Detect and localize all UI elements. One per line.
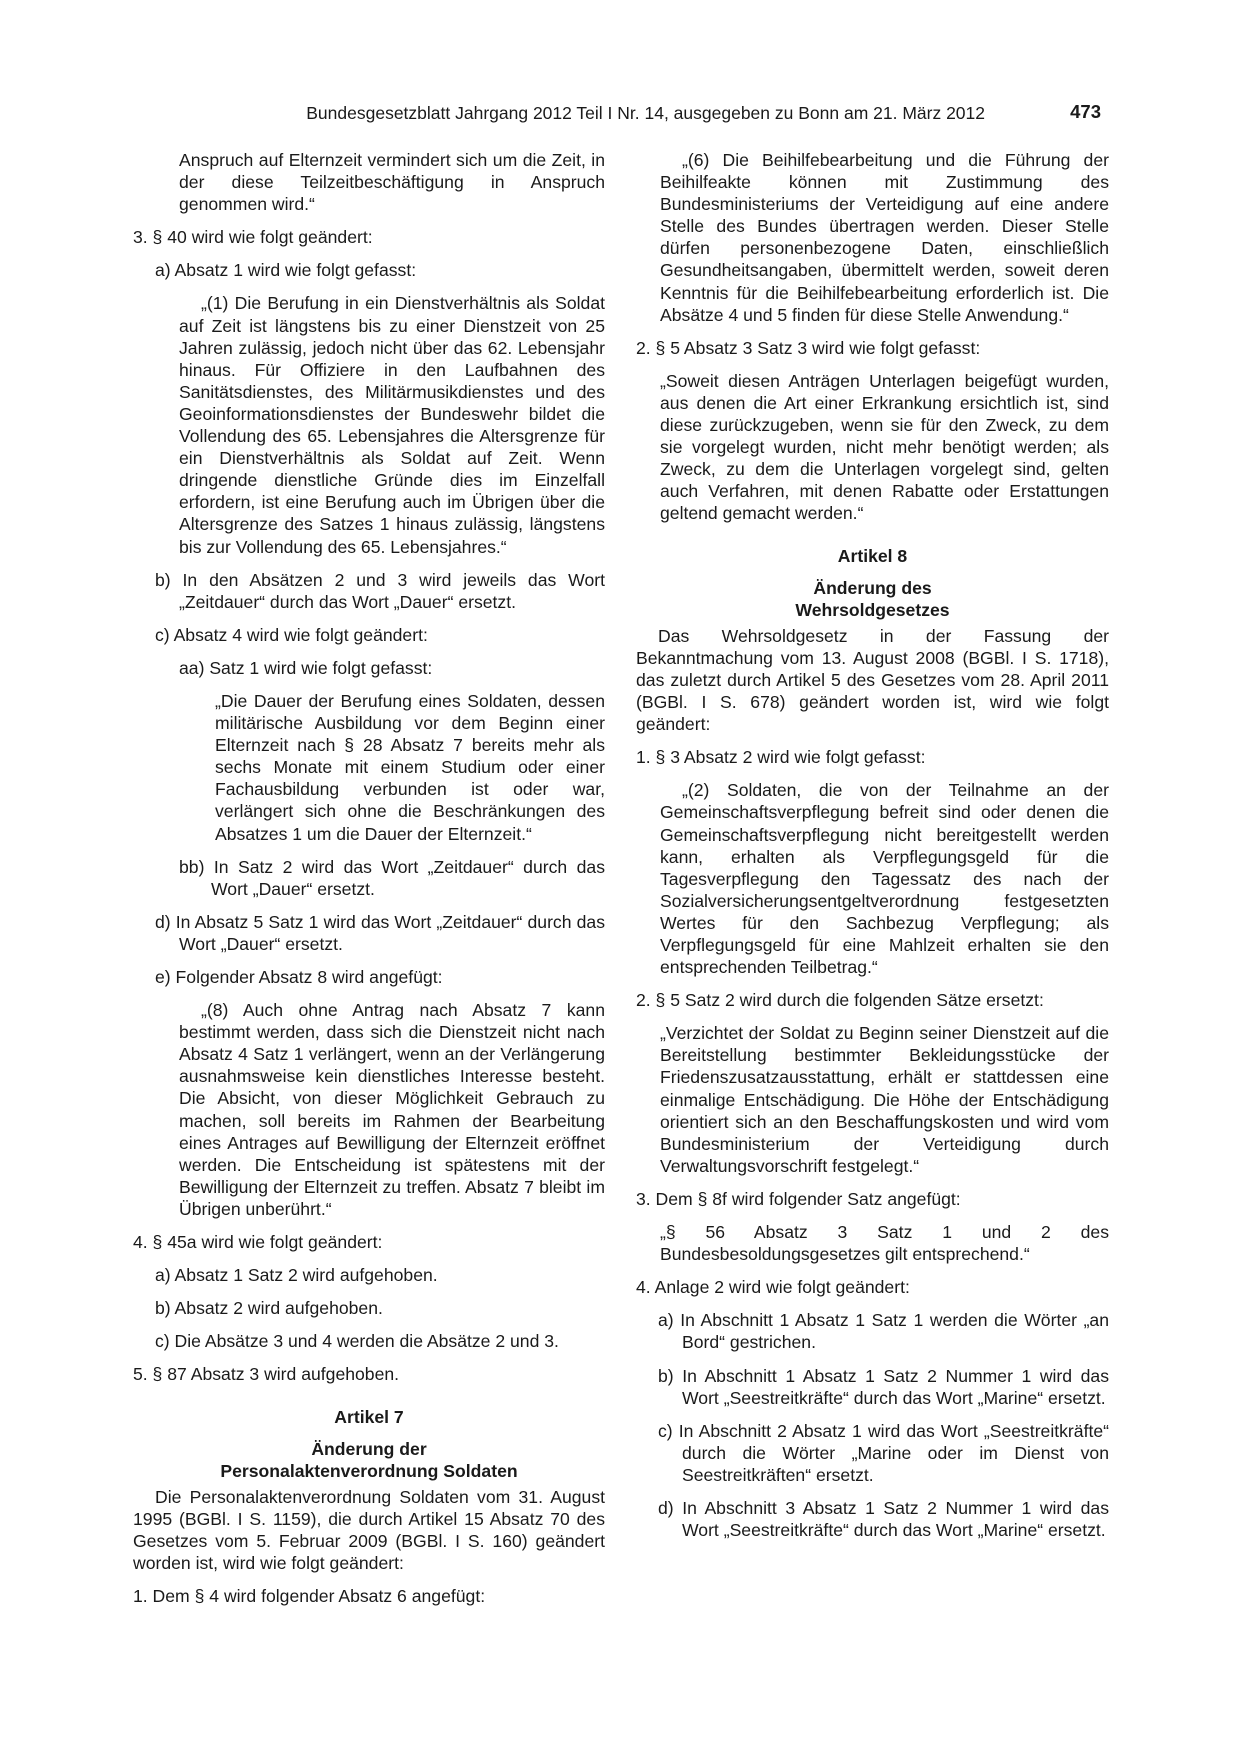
list-item: b) In Abschnitt 1 Absatz 1 Satz 2 Nummer 1 wird das Wort „Seestreitkräfte“ durch das Wort „Marine“ ersetzt. [658, 1365, 1109, 1408]
body-paragraph: Das Wehrsoldgesetz in der Fassung der Bekanntmachung vom 13. August 2008 (BGBl. I S. 1718), das zuletzt durch Artikel 5 des Gesetzes vom 28. April 2011 (BGBl. I S. 678) geändert worden ist, wird wie folgt geändert: [636, 625, 1109, 735]
list-item: 4. § 45a wird wie folgt geändert: [133, 1232, 383, 1253]
list-item: a) Absatz 1 Satz 2 wird aufgehoben. [155, 1265, 438, 1286]
article-title: Wehrsoldgesetzes [795, 599, 950, 620]
article-heading: Artikel 8 [837, 545, 908, 566]
body-paragraph: Die Personalaktenverordnung Soldaten vom 31. August 1995 (BGBl. I S. 1159), die durch Artikel 15 Absatz 70 des Gesetzes vom 5. Februar 2009 (BGBl. I S. 160) geändert worden ist, wird wie folgt geändert: [133, 1486, 605, 1574]
quoted-paragraph: „(8) Auch ohne Antrag nach Absatz 7 kann bestimmt werden, dass sich die Dienstzeit nicht nach Absatz 4 Satz 1 verlängert, wenn an der Verlängerung ausnahmsweise kein dienstliches Interesse besteht. Die Absicht, von dieser Möglichkeit Gebrauch zu machen, soll bereits im Rahmen der Bearbeitung eines Antrages auf Bewilligung der Elternzeit eröffnet werden. Die Entscheidung ist spätestens mit der Bewilligung der Elternzeit zu treffen. Absatz 7 bleibt im Übrigen unberührt.“ [179, 1000, 605, 1219]
gazette-header: Bundesgesetzblatt Jahrgang 2012 Teil I Nr. 14, ausgegeben zu Bonn am 21. März 2012 [306, 103, 985, 123]
list-item: 5. § 87 Absatz 3 wird aufgehoben. [133, 1364, 400, 1385]
quoted-paragraph: „§ 56 Absatz 3 Satz 1 und 2 des Bundesbesoldungsgesetzes gilt entsprechend.“ [660, 1222, 1109, 1265]
quoted-paragraph: „(2) Soldaten, die von der Teilnahme an der Gemeinschaftsverpflegung befreit sind oder denen die Gemeinschaftsverpflegung nicht bereitgestellt werden kann, erhalten als Verpflegungsgeld für die Tagesverpflegung den Tagessatz des nach der Sozialversicherungsentgeltverordnung festgesetzten Wertes für den Sachbezug Verpflegung; als Verpflegungsgeld für eine Mahlzeit erhalten sie den entsprechenden Teilbetrag.“ [660, 780, 1109, 978]
list-item: 4. Anlage 2 wird wie folgt geändert: [636, 1277, 910, 1298]
right-column [636, 149, 1109, 1552]
list-item: a) In Abschnitt 1 Absatz 1 Satz 1 werden die Wörter „an Bord“ gestrichen. [658, 1310, 1109, 1353]
quoted-paragraph: „(6) Die Beihilfebearbeitung und die Führung der Beihilfeakte können mit Zustimmung des Bundesministeriums der Verteidigung auf eine andere Stelle des Bundes übertragen werden. Dieser Stelle dürfen personenbezogene Daten, einschließlich Gesundheitsangaben, übermittelt werden, soweit deren Kenntnis für die Beihilfebearbeitung erforderlich ist. Die Absätze 4 und 5 finden für diese Stelle Anwendung.“ [660, 150, 1109, 325]
article-title: Änderung der [311, 1438, 427, 1459]
list-item: aa) Satz 1 wird wie folgt gefasst: [179, 657, 433, 678]
list-item: e) Folgender Absatz 8 wird angefügt: [155, 967, 443, 987]
list-item: 2. § 5 Absatz 3 Satz 3 wird wie folgt gefasst: [636, 337, 981, 358]
quoted-paragraph: „Die Dauer der Berufung eines Soldaten, dessen militärische Ausbildung vor dem Beginn einer Elternzeit nach § 28 Absatz 7 bereits mehr als sechs Monate mit einem Studium oder einer Fachausbildung verbunden ist oder war, verlängert sich ohne die Beschränkungen des Absatzes 1 um die Dauer der Elternzeit.“ [215, 690, 605, 844]
list-item: 2. § 5 Satz 2 wird durch die folgenden Sätze ersetzt: [636, 990, 1044, 1011]
list-item: b) In den Absätzen 2 und 3 wird jeweils das Wort „Zeitdauer“ durch das Wort „Dauer“ ersetzt. [155, 569, 605, 612]
article-heading: Artikel 7 [334, 1406, 404, 1427]
list-item: a) Absatz 1 wird wie folgt gefasst: [155, 260, 417, 281]
left-column [133, 149, 605, 1618]
page-number: 473 [1070, 101, 1101, 122]
article-title: Personalaktenverordnung Soldaten [220, 1460, 518, 1481]
list-item: 3. § 40 wird wie folgt geändert: [133, 227, 373, 248]
quoted-paragraph: Anspruch auf Elternzeit vermindert sich um die Zeit, in der diese Teilzeitbeschäftigung in Anspruch genommen wird.“ [179, 150, 605, 215]
quoted-paragraph: „Soweit diesen Anträgen Unterlagen beigefügt wurden, aus denen die Art einer Erkrankung ersichtlich ist, sind diese zurückzugeben, wenn sie für den Zweck, zu dem sie vorgelegt wurden, nicht mehr benötigt werden; als Zweck, zu dem die Unterlagen vorgelegt sind, gelten auch Verfahren, mit denen Rabatte oder Erstattungen geltend gemacht werden.“ [660, 370, 1109, 524]
list-item: c) Absatz 4 wird wie folgt geändert: [155, 624, 428, 645]
quoted-paragraph: „Verzichtet der Soldat zu Beginn seiner Dienstzeit auf die Bereitstellung bestimmter Bekleidungsstücke der Friedenszusatzausstattung, erhält er stattdessen eine einmalige Entschädigung. Die Höhe der Entschädigung orientiert sich an den Beschaffungskosten und wird vom Bundesministerium der Verteidigung durch Verwaltungsvorschrift festgelegt.“ [660, 1023, 1109, 1176]
quoted-paragraph: „(1) Die Berufung in ein Dienstverhältnis als Soldat auf Zeit ist längstens bis zu einer Dienstzeit von 25 Jahren zulässig, jedoch nicht über das 62. Lebensjahr hinaus. Für Offiziere in den Laufbahnen des Sanitätsdienstes, des Militärmusikdienstes und des Geoinformationsdienstes der Bundeswehr bildet die Vollendung des 65. Lebensjahres die Altersgrenze für ein Dienstverhältnis als Soldat auf Zeit. Wenn dringende dienstliche Gründe dies im Einzelfall erfordern, ist eine Berufung auch im Übrigen über die Altersgrenze des Satzes 1 hinaus zulässig, längstens bis zur Vollendung des 65. Lebensjahres.“ [179, 293, 605, 557]
list-item: b) Absatz 2 wird aufgehoben. [155, 1298, 383, 1319]
list-item: 3. Dem § 8f wird folgender Satz angefügt: [636, 1188, 961, 1209]
list-item: d) In Abschnitt 3 Absatz 1 Satz 2 Nummer 1 wird das Wort „Seestreitkräfte“ durch das Wort „Marine“ ersetzt. [658, 1497, 1109, 1541]
list-item: c) In Abschnitt 2 Absatz 1 wird das Wort „Seestreitkräfte“ durch die Wörter „Marine oder im Dienst von Seestreitkräften“ ersetzt. [658, 1420, 1109, 1485]
list-item: c) Die Absätze 3 und 4 werden die Absätze 2 und 3. [155, 1331, 559, 1352]
list-item: d) In Absatz 5 Satz 1 wird das Wort „Zeitdauer“ durch das Wort „Dauer“ ersetzt. [155, 911, 605, 954]
page-header [0, 102, 1241, 126]
list-item: bb) In Satz 2 wird das Wort „Zeitdauer“ durch das Wort „Dauer“ ersetzt. [179, 856, 605, 899]
article-title: Änderung des [813, 577, 932, 598]
list-item: 1. § 3 Absatz 2 wird wie folgt gefasst: [636, 747, 926, 768]
list-item: 1. Dem § 4 wird folgender Absatz 6 angefügt: [133, 1586, 486, 1607]
